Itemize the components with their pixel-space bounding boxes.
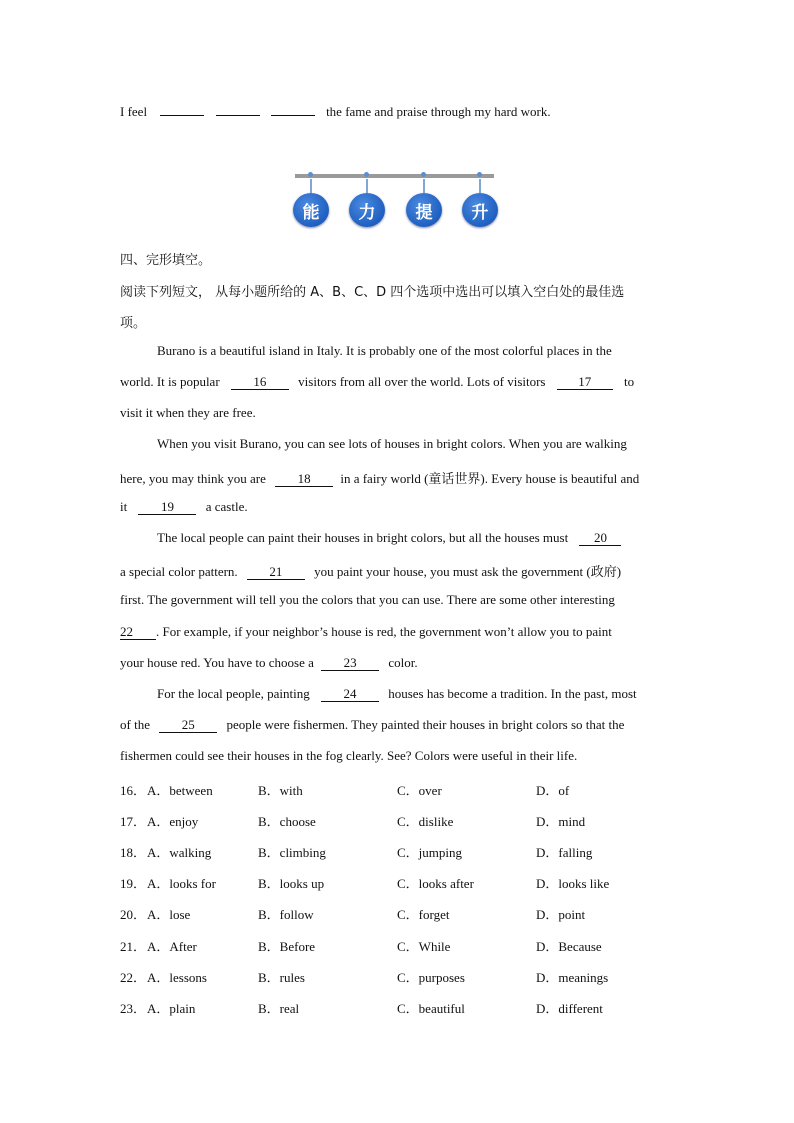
p3-line-2 (120, 561, 674, 580)
option-b[interactable]: B．rules (258, 970, 305, 985)
answer-blank-1[interactable] (160, 115, 204, 116)
blank-25[interactable]: 25 (159, 718, 217, 733)
p4-text: people were fishermen. They painted their houses in bright colors so that the (226, 717, 625, 732)
option-b[interactable]: B．with (258, 783, 303, 798)
option-b[interactable]: B．climbing (258, 845, 326, 860)
p2-line-3 (120, 499, 674, 515)
option-c[interactable]: C．over (397, 783, 442, 798)
option-d[interactable]: D．of (536, 783, 570, 798)
p1-line-2 (120, 374, 674, 390)
banner-pin (479, 179, 481, 193)
answer-blank-2[interactable] (216, 115, 260, 116)
p1-line-1 (157, 343, 674, 359)
option-c[interactable]: C．purposes (397, 970, 465, 985)
question-number: 22． (120, 970, 147, 985)
question-number: 23． (120, 1001, 147, 1016)
option-a[interactable]: A．lose (147, 907, 191, 922)
option-c[interactable]: C．jumping (397, 845, 463, 860)
p3-line-1 (157, 530, 674, 546)
p3-line-5 (120, 655, 674, 671)
blank-23[interactable]: 23 (321, 656, 379, 671)
section-title: 四、完形填空。 (120, 253, 212, 268)
option-a[interactable]: A．walking (147, 845, 212, 860)
banner-dot (421, 172, 426, 177)
option-a[interactable]: A．plain (147, 1001, 196, 1016)
p1-text: to (624, 374, 635, 389)
option-d[interactable]: D．different (536, 1001, 603, 1016)
question-number: 18． (120, 845, 147, 860)
option-a[interactable]: A．After (147, 939, 197, 954)
blank-19[interactable]: 19 (138, 500, 196, 515)
option-b[interactable]: B．choose (258, 814, 316, 829)
p1-line-3: visit it when they are free. (120, 405, 256, 420)
p3-line-3: first. The government will tell you the colors that you can use. There are some other interesting (120, 592, 615, 607)
option-d[interactable]: D．looks like (536, 876, 610, 891)
blank-21[interactable]: 21 (247, 565, 305, 580)
option-d[interactable]: D．point (536, 907, 586, 922)
banner-dot (364, 172, 369, 177)
p2-text: a castle. (205, 499, 248, 514)
p3-text: a special color pattern. (120, 564, 238, 579)
p4-text: For the local people, painting (157, 686, 310, 701)
option-b[interactable]: B．looks up (258, 876, 325, 891)
option-c[interactable]: C．dislike (397, 814, 454, 829)
option-c[interactable]: C．forget (397, 907, 450, 922)
banner-pin (423, 179, 425, 193)
p2-text: in a fairy world (童话世界). Every house is beautiful and (340, 471, 640, 486)
blank-22[interactable]: 22 (120, 625, 156, 640)
banner-pin (310, 179, 312, 193)
p4-text: of the (120, 717, 150, 732)
blank-20[interactable]: 20 (579, 531, 621, 546)
option-d[interactable]: D．falling (536, 845, 593, 860)
top-line-prefix: I feel (120, 104, 148, 119)
option-b[interactable]: B．real (258, 1001, 300, 1016)
option-c[interactable]: C．beautiful (397, 1001, 465, 1016)
banner-char-3: 提 (406, 193, 442, 227)
option-d[interactable]: D．Because (536, 939, 602, 954)
blank-16[interactable]: 16 (231, 375, 289, 390)
p4-line-1 (157, 686, 674, 702)
banner-dot (477, 172, 482, 177)
p3-text: The local people can paint their houses in bright colors, but all the houses must (157, 530, 569, 545)
question-number: 17． (120, 814, 147, 829)
banner-bar (295, 174, 494, 178)
blank-24[interactable]: 24 (321, 687, 379, 702)
blank-17[interactable]: 17 (557, 375, 613, 390)
question-number: 19． (120, 876, 147, 891)
option-a[interactable]: A．looks for (147, 876, 216, 891)
option-d[interactable]: D．meanings (536, 970, 609, 985)
banner-pin (366, 179, 368, 193)
option-d[interactable]: D．mind (536, 814, 586, 829)
p3-text: . For example, if your neighbor’s house is red, the government won’t allow you to paint (156, 624, 612, 639)
p2-line-2 (120, 468, 674, 487)
banner-dot (308, 172, 313, 177)
p4-line-3: fishermen could see their houses in the fog clearly. See? Colors were useful in their life. (120, 748, 578, 763)
p4-text: houses has become a tradition. In the past, most (388, 686, 637, 701)
banner-char-1: 能 (293, 193, 329, 227)
p3-text: your house red. You have to choose a (120, 655, 314, 670)
p2-line-1: When you visit Burano, you can see lots of houses in bright colors. When you are walking (157, 436, 627, 451)
question-number: 16． (120, 783, 147, 798)
blank-18[interactable]: 18 (275, 472, 333, 487)
question-number: 20． (120, 907, 147, 922)
answer-blank-3[interactable] (271, 115, 315, 116)
option-a[interactable]: A．lessons (147, 970, 207, 985)
option-b[interactable]: B．Before (258, 939, 316, 954)
instruction-line-2: 项。 (120, 316, 147, 331)
p3-line-4 (120, 624, 674, 640)
question-number: 21． (120, 939, 147, 954)
option-a[interactable]: A．between (147, 783, 213, 798)
p3-text: color. (388, 655, 418, 670)
option-c[interactable]: C．looks after (397, 876, 474, 891)
p1-text: world. It is popular (120, 374, 220, 389)
top-line (120, 104, 551, 120)
top-line-suffix: the fame and praise through my hard work. (326, 104, 551, 119)
banner-char-4: 升 (462, 193, 498, 227)
p2-text: it (120, 499, 128, 514)
p4-line-2 (120, 717, 674, 733)
instruction-line-1: 阅读下列短文， 从每小题所给的 A、B、C、D 四个选项中选出可以填入空白处的最佳选 (120, 285, 625, 300)
option-a[interactable]: A．enjoy (147, 814, 199, 829)
banner-char-2: 力 (349, 193, 385, 227)
p3-text: you paint your house, you must ask the government (政府) (314, 564, 622, 579)
p1-text: visitors from all over the world. Lots of visitors (298, 374, 546, 389)
p1-text: Burano is a beautiful island in Italy. It is probably one of the most colorful places in the (157, 343, 612, 358)
p2-text: here, you may think you are (120, 471, 266, 486)
option-c[interactable]: C．While (397, 939, 451, 954)
option-b[interactable]: B．follow (258, 907, 314, 922)
